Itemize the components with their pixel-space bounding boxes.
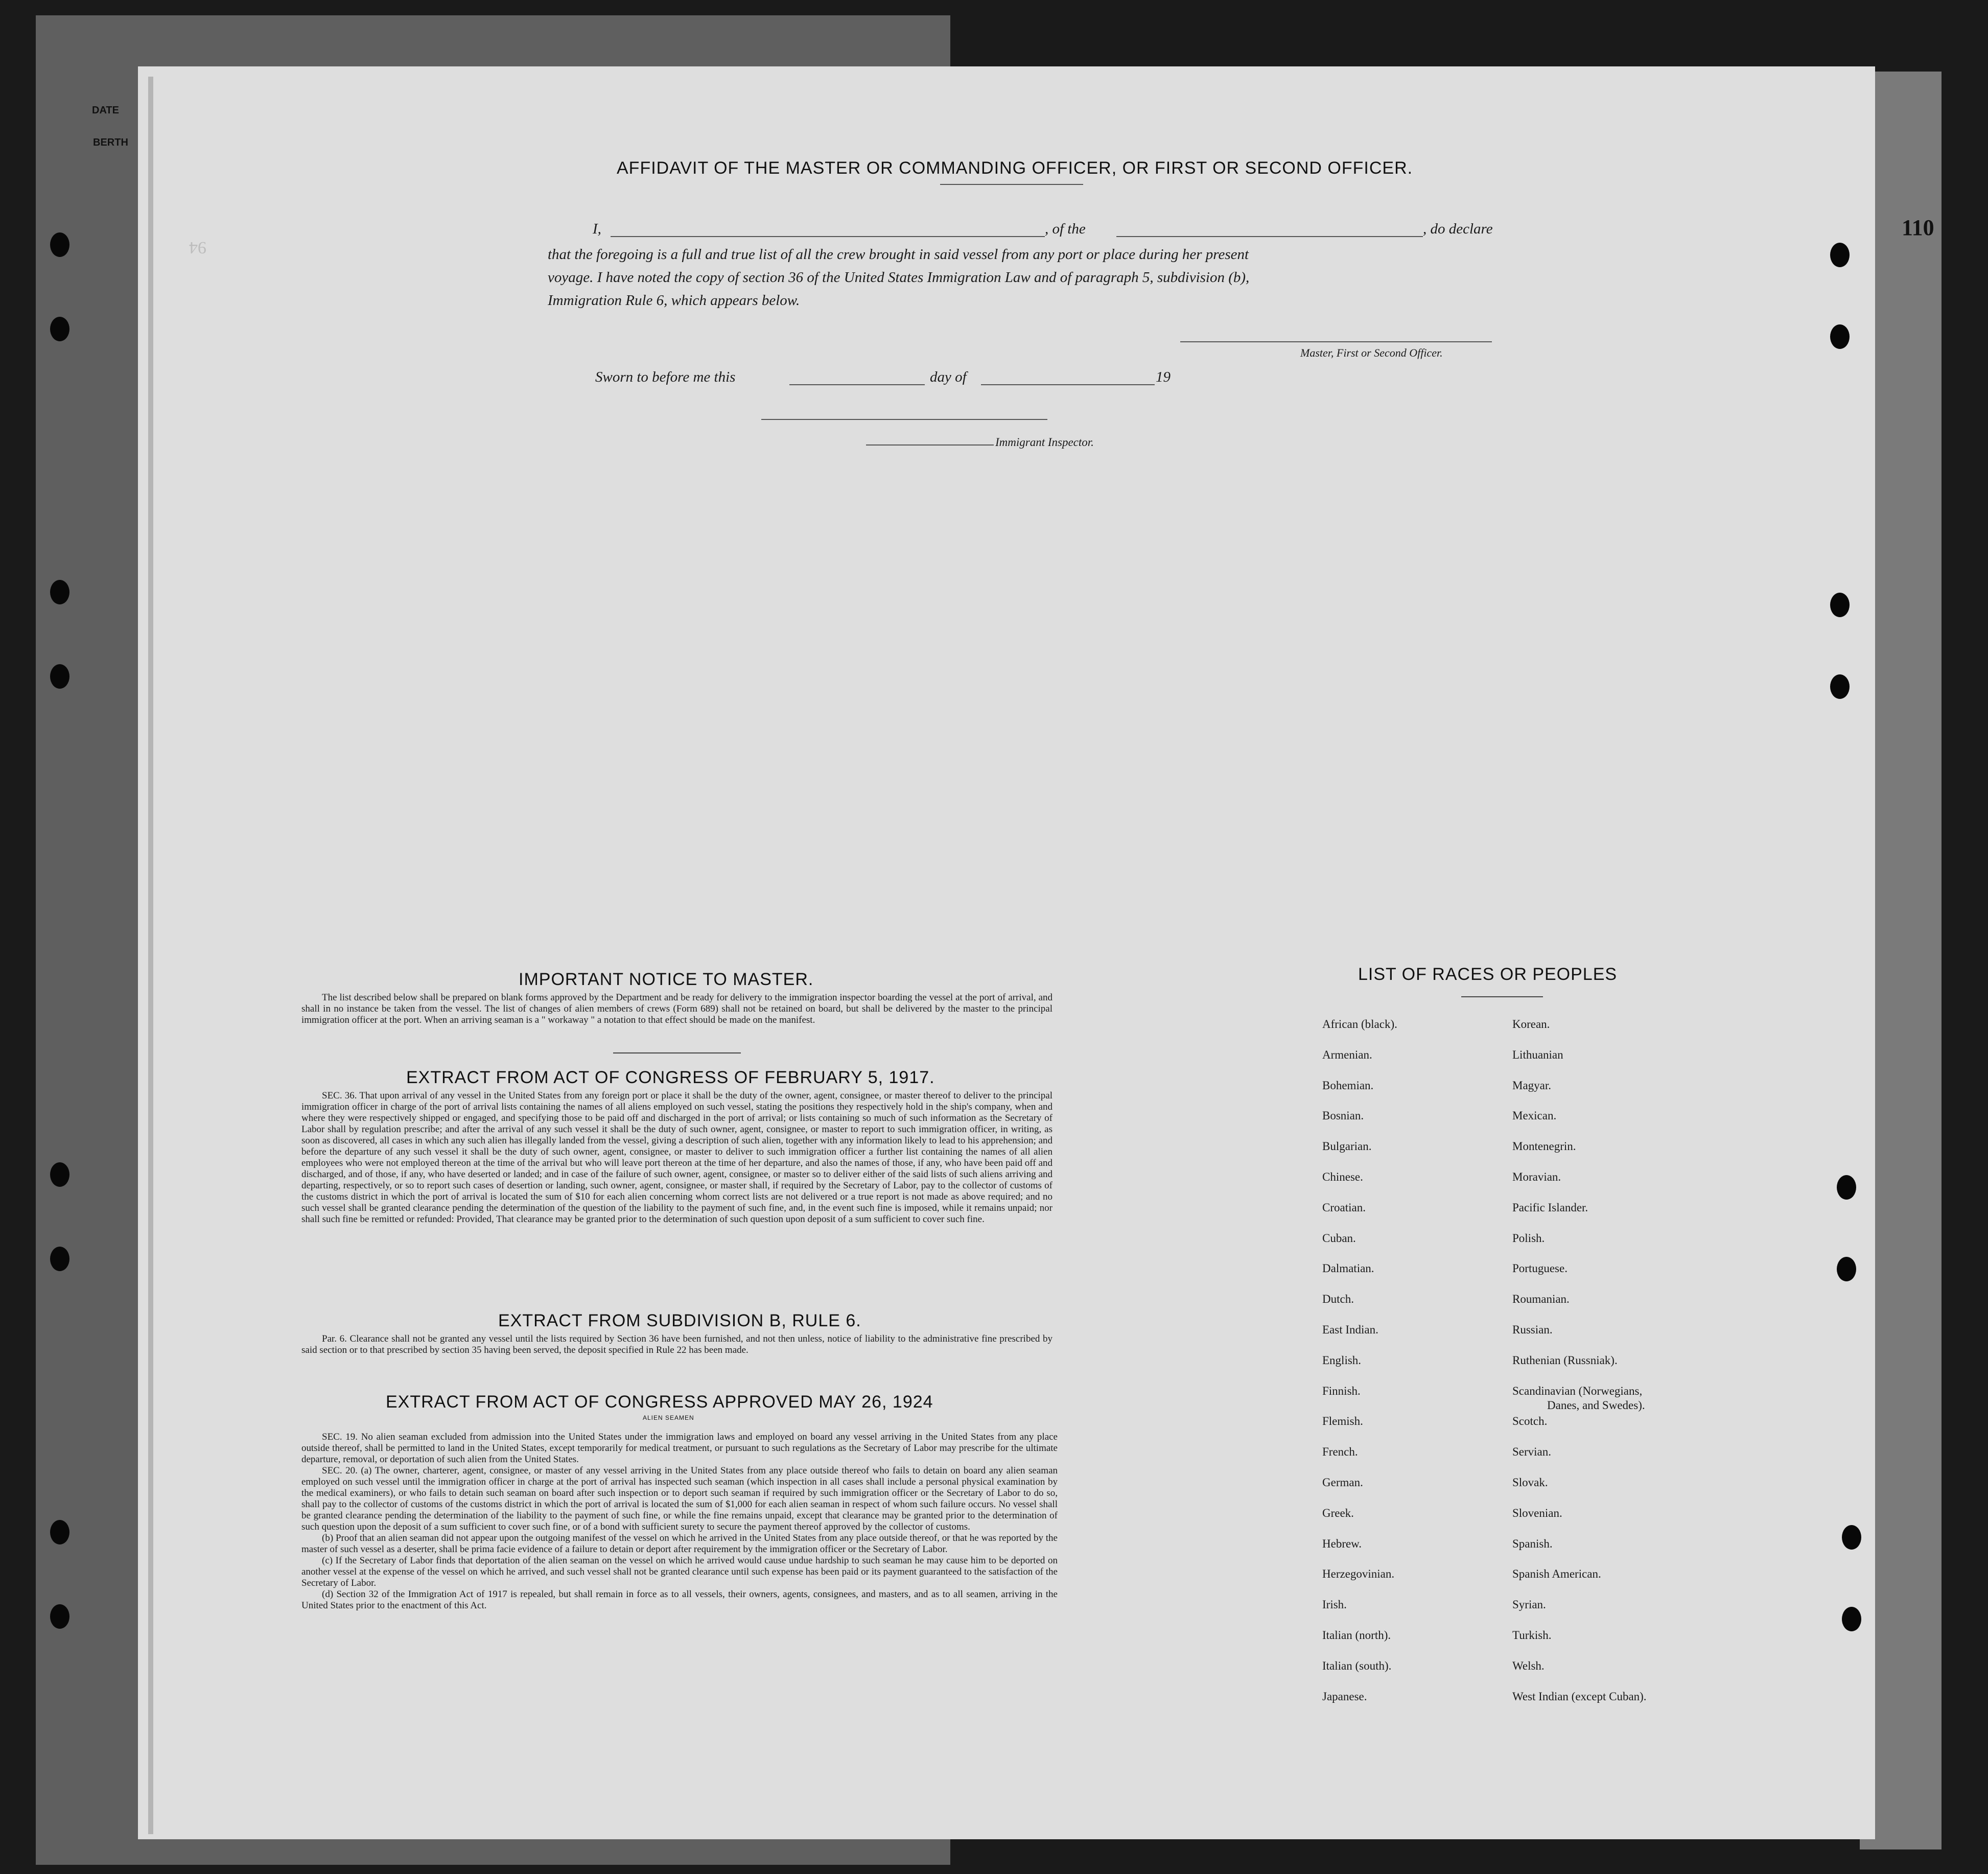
binder-hole [50,1162,69,1187]
race-entry: French. [1322,1445,1358,1459]
races-title: LIST OF RACES OR PEOPLES [1358,965,1618,984]
name-blank [611,236,1045,237]
sworn-label: Sworn to before me this [595,369,736,385]
race-entry: Cuban. [1322,1231,1356,1245]
day-of-label: day of [930,369,967,385]
race-entry: Slovenian. [1512,1506,1562,1519]
race-entry: Lithuanian [1512,1048,1563,1061]
extract-1917-body [301,1090,1053,1225]
binder-hole [50,664,69,689]
affidavit-line3: voyage. I have noted the copy of section 36 of the United States Immigration Law and of paragraph 5, subdivision (b), [548,269,1250,286]
race-entry: Portuguese. [1512,1262,1568,1275]
par-6-paragraph: Par. 6. Clearance shall not be granted any vessel until the lists required by Section 36 have been furnished, and not then unless, notice of liability to the administrative fine prescribed by said section or to that prescribed by section 35 having been served, the deposit specified in Rule 22 has been made. [301,1333,1053,1355]
binder-hole [50,232,69,257]
title-rule [940,184,1083,185]
race-entry: Herzegovinian. [1322,1567,1395,1581]
races-rule [1461,996,1543,997]
race-entry: Hebrew. [1322,1537,1362,1550]
sec-19-paragraph: SEC. 19. No alien seaman excluded from admission into the United States under the immigration laws and employed on board any vessel arriving in the United States from any place outside thereof, shall be permitted to land in the United States, except temporarily for medical treatment, or pursuant to such regulations as the Secretary of Labor may prescribe for the ultimate departure, removal, or deportation of such alien from the United States. [301,1432,1058,1465]
binder-hole [1842,1525,1861,1550]
race-entry: Greek. [1322,1506,1354,1519]
page-edge [148,77,153,1834]
affidavit-line4: Immigration Rule 6, which appears below. [548,292,800,309]
race-entry: Spanish. [1512,1537,1553,1550]
race-entry: West Indian (except Cuban). [1512,1690,1647,1703]
affidavit-i: I, [593,221,601,237]
binder-hole [1830,593,1850,617]
notice-paragraph: The list described below shall be prepared on blank forms approved by the Department and be ready for delivery to the immigration inspector boarding the vessel at the port of arrival, and shall in no instance be taken from the vessel. The list of changes of alien members of crews (Form 689) shall not be retained on board, but shall be delivered by the master to the principal immigration officer at the port. When an arriving seaman is a " workaway " a notation to that effect should be made on the manifest. [301,992,1053,1025]
race-entry: Moravian. [1512,1170,1561,1183]
binder-hole [1830,243,1850,267]
race-entry: Turkish. [1512,1629,1552,1642]
race-entry: Italian (south). [1322,1659,1392,1672]
race-entry: East Indian. [1322,1323,1378,1336]
race-entry: Montenegrin. [1512,1140,1576,1153]
inspector-caption: Immigrant Inspector. [995,436,1094,449]
sworn-month-blank [981,384,1155,385]
affidavit-declare: , do declare [1423,221,1493,237]
race-entry: Danes, and Swedes). [1547,1398,1645,1412]
binder-hole [50,317,69,341]
race-entry: Polish. [1512,1231,1545,1245]
race-entry: Roumanian. [1512,1293,1570,1306]
race-entry: Welsh. [1512,1659,1545,1672]
binder-hole [1842,1607,1861,1631]
race-entry: African (black). [1322,1018,1397,1030]
extract-1917-title: EXTRACT FROM ACT OF CONGRESS OF FEBRUARY 5, 1917. [406,1068,935,1087]
race-entry: Irish. [1322,1598,1347,1611]
binder-hole [1837,1175,1856,1200]
section-36-paragraph: SEC. 36. That upon arrival of any vessel in the United States from any foreign port or place it shall be the duty of the owner, agent, consignee, or master thereof to deliver to the principal immigration officer in charge of the port of arrival lists containing the names of all aliens employed on such vessel, stating the positions they respectively hold in the ship's company, when and where they were respectively shipped or engaged, and specifying those to be paid off and discharged in the port of arrival; or lists containing so much of such information as the Secretary of Labor shall by regulation prescribe; and after the arrival of any such vessel it shall be the duty of such owner, agent, consignee, or master to report to such immigration officer, in writing, as soon as discovered, all cases in which any such alien has illegally landed from the vessel, giving a description of such alien, together with any information likely to lead to his apprehension; and before the departure of any such vessel it shall be the duty of such owner, agent, consignee, or master to deliver to such immigration officer a further list containing the names of all alien employees who were not employed thereon at the time of the arrival but who will leave port thereon at the time of her departure, and also the names of those, if any, who have been paid off and discharged, and of those, if any, who have deserted or landed; and in case of the failure of such owner, agent, consignee, or master so to deliver either of the said lists of such aliens arriving and departing, respectively, or so to report such cases of desertion or landing, such owner, agent, consignee, or master shall, if required by the Secretary of Labor, pay to the collector of customs of the customs district in which the port of arrival is located the sum of $10 for each alien concerning whom correct lists are not delivered or a true report is not made as above required; and no such vessel shall be granted clearance pending the determination of the question of the liability to the payment of such fine, and, in the event such fine is imposed, while it remains unpaid; nor shall such fine be remitted or refunded: Provided, That clearance may be granted prior to the determination of such question upon deposit of a sum sufficient to cover such fine. [301,1090,1053,1225]
binder-hole [1830,674,1850,699]
race-entry: Dutch. [1322,1293,1354,1306]
race-entry: English. [1322,1353,1362,1367]
race-entry: Dalmatian. [1322,1262,1374,1275]
binder-hole [50,1520,69,1544]
notice-title: IMPORTANT NOTICE TO MASTER. [519,970,814,989]
race-entry: Finnish. [1322,1384,1361,1397]
extract-1924-body [301,1432,1058,1611]
binder-hole [50,1604,69,1629]
race-entry: Slovak. [1512,1476,1548,1489]
race-entry: Scotch. [1512,1415,1548,1428]
extract-rule6-title: EXTRACT FROM SUBDIVISION B, RULE 6. [498,1311,861,1330]
race-entry: Bosnian. [1322,1109,1364,1122]
margin-mark-berth: BERTH [93,137,128,148]
sec-20b-paragraph: (b) Proof that an alien seaman did not appear upon the outgoing manifest of the vessel on which he arrived in the United States from any place outside thereof, or that he was reported by the master of such vessel as a deserter, shall be prima facie evidence of a failure to detain or deport after requirement by the immigration officer or the Secretary of Labor. [301,1533,1058,1555]
binder-hole [50,1247,69,1271]
affidavit-line2: that the foregoing is a full and true list of all the crew brought in said vessel from any port or place during her present [548,246,1249,263]
margin-mark-date: DATE [92,105,119,116]
race-entry: Chinese. [1322,1170,1363,1183]
race-entry: Bulgarian. [1322,1140,1372,1153]
extract-1924-title: EXTRACT FROM ACT OF CONGRESS APPROVED MAY 26, 1924 [386,1392,933,1412]
race-entry: Mexican. [1512,1109,1557,1122]
race-entry: Servian. [1512,1445,1552,1459]
race-entry: Bohemian. [1322,1079,1374,1092]
race-entry: Korean. [1512,1018,1550,1030]
sec-20a-paragraph: SEC. 20. (a) The owner, charterer, agent, consignee, or master of any vessel arriving in the United States from any place outside thereof who fails to detain on board any alien seaman employed on such vessel until the immigration officer in charge at the port of arrival has inspected such seaman (which inspection in all cases shall include a personal physical examination by the medical examiners), or who fails to detain such seaman on board after such inspection or to deport such seaman if required by such immigration officer or the Secretary of Labor to do so, shall pay to the collector of customs of the customs district in which the port of arrival is located the sum of $1,000 for each alien seaman in respect of whom such failure occurs. No vessel shall be granted clearance pending the determination of the liability to the payment of such fine, or while the fine remains unpaid, except that clearance may be granted prior to the determination of such question upon the deposit of a sum sufficient to cover such fine, or of a bond with sufficient surety to secure the payment thereof approved by the collector of customs. [301,1465,1058,1532]
binder-hole [50,580,69,604]
sec-20d-paragraph: (d) Section 32 of the Immigration Act of 1917 is repealed, but shall remain in force as to all vessels, their owners, agents, consignees, and masters, and as to all seamen, arriving in the United States prior to the enactment of this Act. [301,1589,1058,1611]
penciled-number: 94 [189,238,206,257]
race-entry: Italian (north). [1322,1629,1391,1642]
race-entry: Scandinavian (Norwegians, [1512,1384,1643,1397]
affidavit-of-the: , of the [1045,221,1086,237]
inspector-signature-blank [761,419,1047,420]
race-entry: Pacific Islander. [1512,1201,1588,1214]
vessel-blank [1116,236,1423,237]
binder-hole [1830,324,1850,349]
race-entry: Japanese. [1322,1690,1367,1703]
affidavit-title: AFFIDAVIT OF THE MASTER OR COMMANDING OFFICER, OR FIRST OR SECOND OFFICER. [617,158,1413,178]
year-label: 19 [1156,369,1171,385]
signer-caption: Master, First or Second Officer. [1300,346,1443,359]
notice-body [301,992,1053,1026]
binder-hole [1837,1257,1856,1281]
inspector-blank [866,444,994,446]
extract-1924-subtitle: ALIEN SEAMEN [643,1414,694,1421]
section-rule [613,1052,741,1053]
race-entry: Magyar. [1512,1079,1552,1092]
extract-rule6-body [301,1333,1053,1356]
race-entry: Croatian. [1322,1201,1366,1214]
race-entry: Syrian. [1512,1598,1546,1611]
race-entry: Armenian. [1322,1048,1372,1061]
race-entry: German. [1322,1476,1363,1489]
signer-blank [1180,341,1492,342]
sworn-day-blank [789,384,925,385]
race-entry: Flemish. [1322,1415,1363,1428]
race-entry: Russian. [1512,1323,1553,1336]
race-entry: Ruthenian (Russniak). [1512,1353,1618,1367]
sec-20c-paragraph: (c) If the Secretary of Labor finds that deportation of the alien seaman on the vessel on which he arrived would cause undue hardship to such seaman he may cause him to be deported on another vessel at the expense of the vessel on which he arrived, and such vessel shall not be granted clearance until such expense has been paid or its payment guaranteed to the satisfaction of the Secretary of Labor. [301,1555,1058,1588]
page-number: 110 [1902,215,1934,240]
race-entry: Spanish American. [1512,1567,1601,1581]
